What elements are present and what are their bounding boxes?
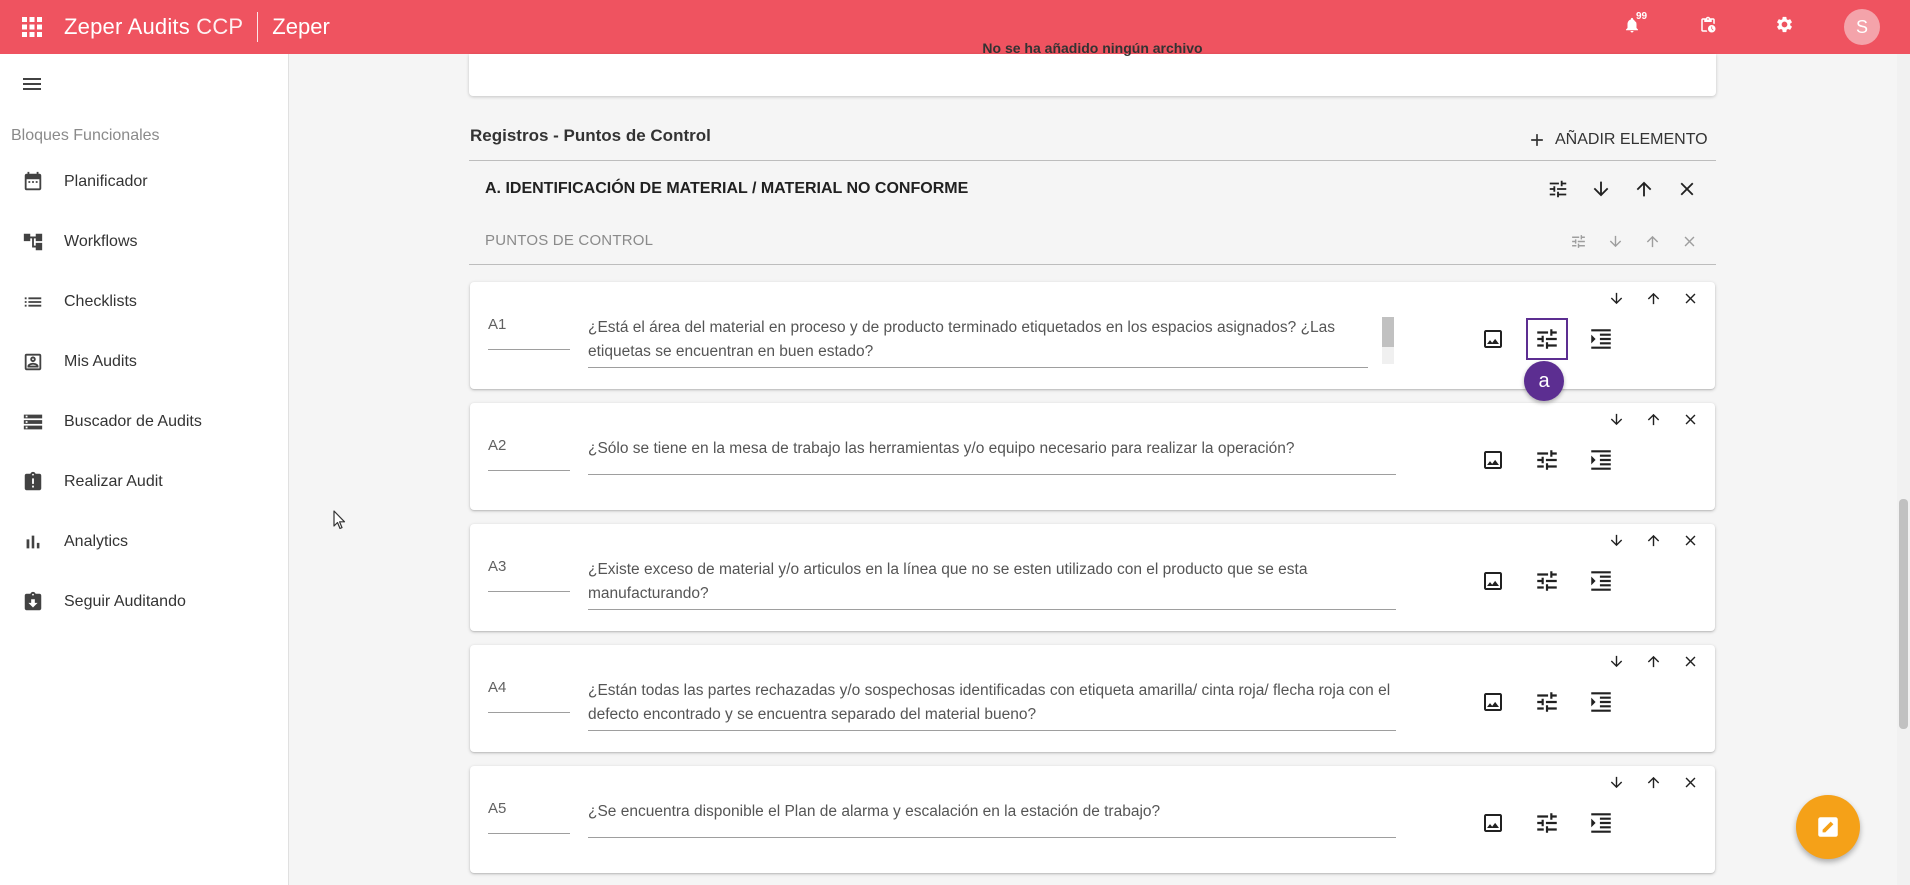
edit-fab-button[interactable] <box>1796 795 1860 859</box>
sidebar-item-label: Realizar Audit <box>64 473 163 490</box>
tune-icon <box>1534 810 1560 836</box>
question-text-field[interactable]: ¿Se encuentra disponible el Plan de alarma y escalación en la estación de trabajo? <box>588 800 1396 838</box>
tune-icon <box>1570 233 1587 250</box>
indent-icon <box>1588 689 1614 715</box>
question-text-scrollbar[interactable] <box>1382 317 1394 364</box>
app-title-suffix: CCP <box>196 14 244 39</box>
arrow-down-icon <box>1608 532 1625 549</box>
arrow-down-icon <box>1607 233 1624 250</box>
group-delete-button[interactable] <box>1665 175 1708 203</box>
question-settings-button[interactable] <box>1525 559 1569 603</box>
assignment-alert-icon <box>21 470 45 494</box>
group-settings-button[interactable] <box>1536 175 1579 203</box>
arrow-down-icon <box>1608 411 1625 428</box>
subgroup-move-up-button[interactable] <box>1634 227 1671 255</box>
apps-grid-icon[interactable] <box>0 0 64 54</box>
settings-button[interactable] <box>1766 9 1802 45</box>
question-move-up-button[interactable] <box>1635 770 1672 794</box>
sidebar-item-seguir-auditando[interactable] <box>0 572 289 632</box>
question-delete-button[interactable] <box>1672 770 1709 794</box>
sidebar-item-buscador[interactable] <box>0 392 289 452</box>
arrow-down-icon <box>1590 178 1612 200</box>
sidebar-item-label: Buscador de Audits <box>64 413 202 430</box>
org-name: Zeper <box>272 14 330 39</box>
tune-icon <box>1534 326 1560 352</box>
group-title: A. IDENTIFICACIÓN DE MATERIAL / MATERIAL NO CONFORME <box>485 180 969 197</box>
question-code-field[interactable]: A3 <box>488 558 570 592</box>
sidebar-item-label: Planificador <box>64 173 148 190</box>
group-move-down-button[interactable] <box>1579 175 1622 203</box>
question-indent-button[interactable] <box>1579 559 1623 603</box>
question-image-button[interactable] <box>1471 680 1515 724</box>
sidebar-section-title: Bloques Funcionales <box>11 127 160 144</box>
app-title[interactable] <box>64 14 243 40</box>
add-element-button[interactable] <box>1527 124 1708 156</box>
close-icon <box>1681 233 1698 250</box>
indent-icon <box>1588 568 1614 594</box>
tune-icon <box>1534 568 1560 594</box>
subgroup-delete-button[interactable] <box>1671 227 1708 255</box>
sidebar-item-label: Checklists <box>64 293 137 310</box>
sidebar-item-label: Mis Audits <box>64 353 137 370</box>
arrow-up-icon <box>1645 653 1662 670</box>
sidebar-item-workflows[interactable] <box>0 212 289 272</box>
list-icon <box>21 290 45 314</box>
sidebar <box>0 54 289 885</box>
subgroup-header <box>469 217 1716 265</box>
sidebar-item-planificador[interactable] <box>0 152 289 212</box>
question-code-field[interactable]: A4 <box>488 679 570 713</box>
sidebar-item-label: Workflows <box>64 233 138 250</box>
contact-icon <box>21 350 45 374</box>
workflow-icon <box>21 230 45 254</box>
attachments-empty-text: No se ha añadido ningún archivo <box>982 40 1203 56</box>
question-move-up-button[interactable] <box>1635 528 1672 552</box>
sidebar-item-label: Analytics <box>64 533 129 550</box>
title-divider <box>257 12 258 42</box>
question-move-down-button[interactable] <box>1598 770 1635 794</box>
question-delete-button[interactable] <box>1672 407 1709 431</box>
bar-chart-icon <box>21 530 45 554</box>
group-move-up-button[interactable] <box>1622 175 1665 203</box>
question-move-up-button[interactable] <box>1635 407 1672 431</box>
question-move-down-button[interactable] <box>1598 528 1635 552</box>
menu-icon[interactable] <box>20 72 44 101</box>
indent-icon <box>1588 326 1614 352</box>
arrow-down-icon <box>1608 290 1625 307</box>
main-content <box>289 40 1910 885</box>
question-card <box>470 524 1715 631</box>
question-image-button[interactable] <box>1471 801 1515 845</box>
question-indent-button[interactable] <box>1579 317 1623 361</box>
arrow-down-icon <box>1608 774 1625 791</box>
sidebar-item-realizar-audit[interactable] <box>0 452 289 512</box>
plus-icon <box>1527 130 1547 150</box>
question-code-field[interactable]: A1 <box>488 316 570 350</box>
question-image-button[interactable] <box>1471 559 1515 603</box>
question-settings-button[interactable] <box>1525 438 1569 482</box>
question-move-up-button[interactable] <box>1635 649 1672 673</box>
arrow-up-icon <box>1645 532 1662 549</box>
arrow-up-icon <box>1645 411 1662 428</box>
annotation-marker: a <box>1524 361 1564 401</box>
question-image-button[interactable] <box>1471 438 1515 482</box>
question-image-button[interactable] <box>1471 317 1515 361</box>
page-scrollbar[interactable] <box>1897 54 1910 885</box>
question-code-field[interactable]: A5 <box>488 800 570 834</box>
question-settings-button[interactable] <box>1525 317 1569 361</box>
question-settings-button[interactable] <box>1525 801 1569 845</box>
close-icon <box>1682 774 1699 791</box>
close-icon <box>1682 532 1699 549</box>
question-code-field[interactable]: A2 <box>488 437 570 471</box>
image-icon <box>1481 690 1505 714</box>
close-icon <box>1682 411 1699 428</box>
subgroup-move-down-button[interactable] <box>1597 227 1634 255</box>
close-icon <box>1682 290 1699 307</box>
clipboard-clock-icon <box>1699 15 1717 40</box>
question-text-field[interactable]: ¿Sólo se tiene en la mesa de trabajo las herramientas y/o equipo necesario para realizar la operación? <box>588 437 1396 475</box>
image-icon <box>1481 448 1505 472</box>
add-element-label: AÑADIR ELEMENTO <box>1555 131 1708 148</box>
image-icon <box>1481 811 1505 835</box>
question-card <box>470 766 1715 873</box>
question-indent-button[interactable] <box>1579 438 1623 482</box>
app-title-name: Zeper Audits <box>64 14 190 39</box>
scrollbar-thumb[interactable] <box>1899 499 1908 729</box>
question-card <box>470 645 1715 752</box>
tune-icon <box>1534 447 1560 473</box>
section-header: Registros - Puntos de Control <box>470 126 711 145</box>
arrow-up-icon <box>1644 233 1661 250</box>
question-move-down-button[interactable] <box>1598 286 1635 310</box>
image-icon <box>1481 327 1505 351</box>
arrow-up-icon <box>1633 178 1655 200</box>
indent-icon <box>1588 810 1614 836</box>
sidebar-item-analytics[interactable] <box>0 512 289 572</box>
tune-icon <box>1534 689 1560 715</box>
question-card <box>470 403 1715 510</box>
question-text-field[interactable]: ¿Están todas las partes rechazadas y/o sospechosas identificadas con etiqueta amarilla/ cinta roja/ flecha roja con el defecto encontrado y se encuentra separado del material bueno? <box>588 679 1396 731</box>
tune-icon <box>1547 178 1569 200</box>
group-header <box>469 161 1716 217</box>
question-indent-button[interactable] <box>1579 680 1623 724</box>
question-move-up-button[interactable] <box>1635 286 1672 310</box>
arrow-up-icon <box>1645 290 1662 307</box>
notification-badge: 99 <box>1633 10 1650 23</box>
question-text-field[interactable]: ¿Está el área del material en proceso y de producto terminado etiquetados en los espacios asignados? ¿Las etiquetas se encuentran en buen estado? <box>588 316 1368 368</box>
question-settings-button[interactable] <box>1525 680 1569 724</box>
subgroup-settings-button[interactable] <box>1560 227 1597 255</box>
question-delete-button[interactable] <box>1672 649 1709 673</box>
assignment-return-icon <box>21 590 45 614</box>
close-icon <box>1676 178 1698 200</box>
storage-icon <box>21 410 45 434</box>
sidebar-item-label: Seguir Auditando <box>64 593 186 610</box>
arrow-up-icon <box>1645 774 1662 791</box>
subgroup-title: PUNTOS DE CONTROL <box>485 232 654 249</box>
question-delete-button[interactable] <box>1672 286 1709 310</box>
question-text-field[interactable]: ¿Existe exceso de material y/o articulos en la línea que no se esten utilizado con el producto que se esta manufacturando? <box>588 558 1396 610</box>
calendar-icon <box>21 170 45 194</box>
sidebar-item-mis-audits[interactable] <box>0 332 289 392</box>
avatar[interactable]: S <box>1844 9 1880 45</box>
edit-note-icon <box>1815 814 1841 840</box>
gear-icon <box>1775 15 1794 39</box>
image-icon <box>1481 569 1505 593</box>
attachments-card <box>469 40 1716 96</box>
question-move-down-button[interactable] <box>1598 649 1635 673</box>
question-indent-button[interactable] <box>1579 801 1623 845</box>
question-move-down-button[interactable] <box>1598 407 1635 431</box>
question-delete-button[interactable] <box>1672 528 1709 552</box>
arrow-down-icon <box>1608 653 1625 670</box>
close-icon <box>1682 653 1699 670</box>
sidebar-item-checklists[interactable] <box>0 272 289 332</box>
indent-icon <box>1588 447 1614 473</box>
